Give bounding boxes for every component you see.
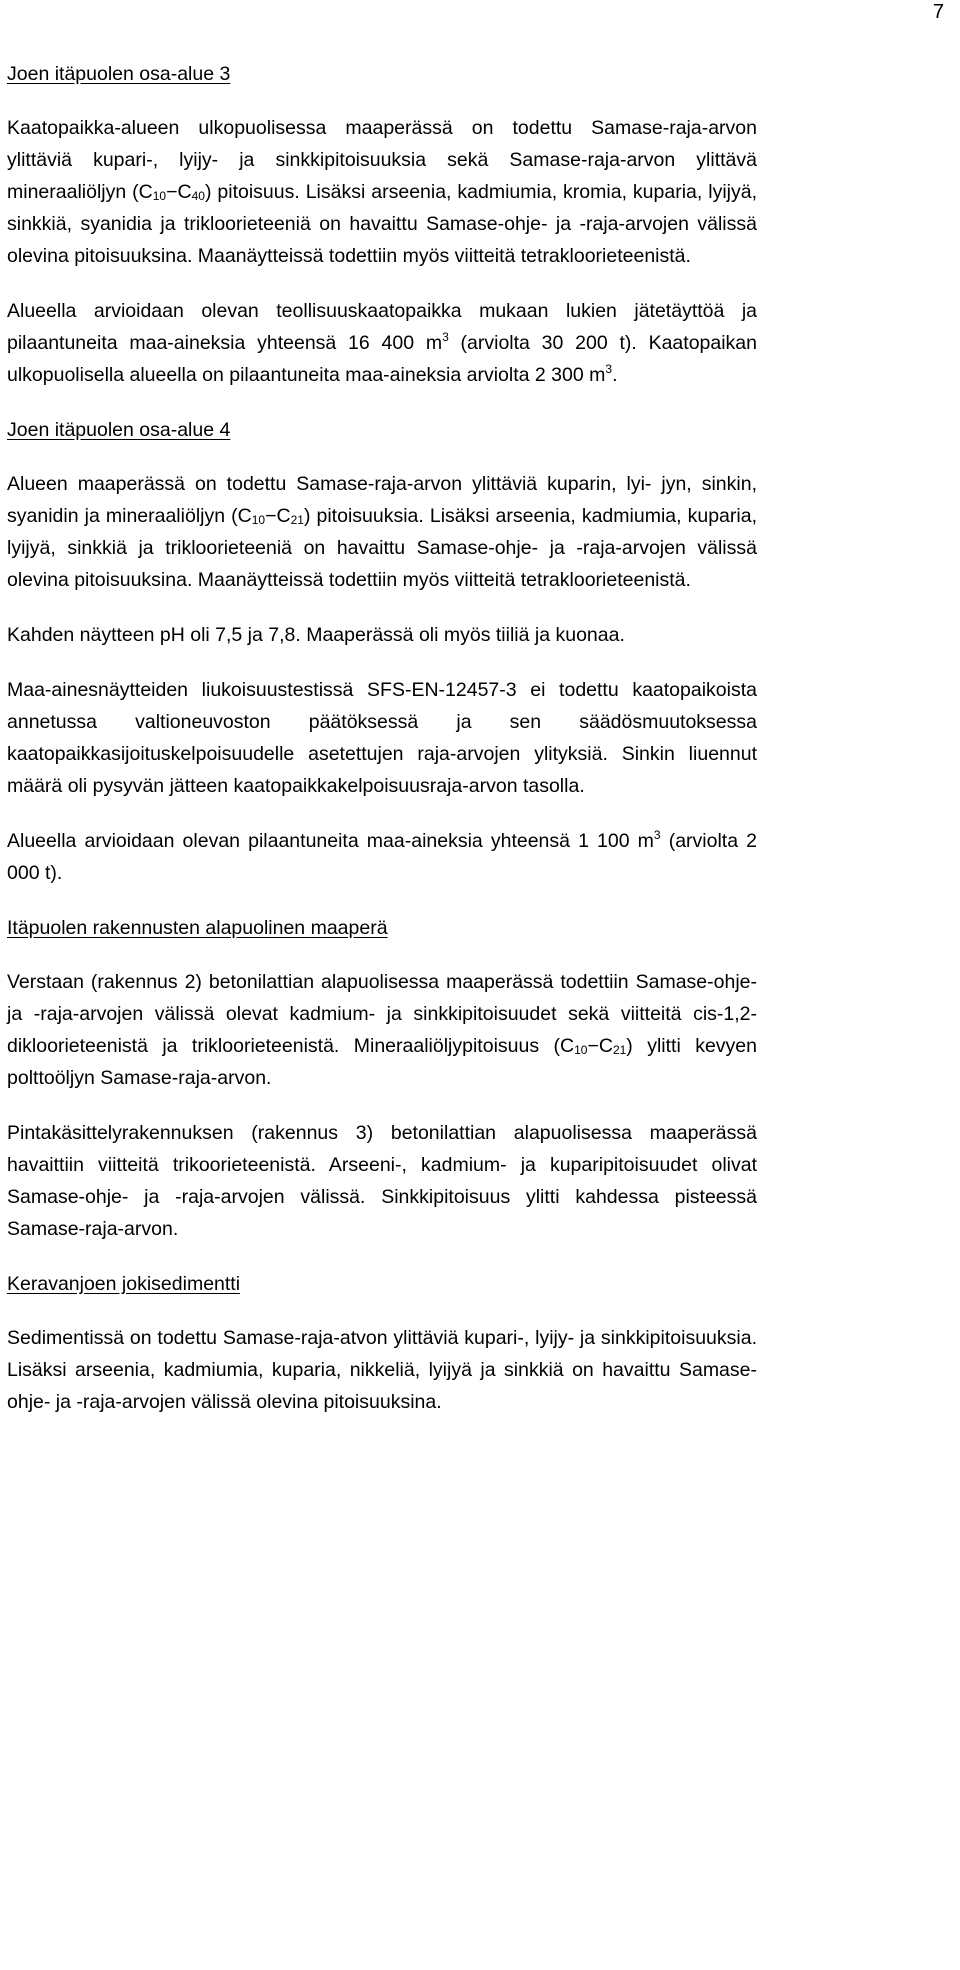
section-heading-buildings-soil: Itäpuolen rakennusten alapuolinen maaperä [7,917,388,939]
section-heading-osa-alue-3: Joen itäpuolen osa-alue 3 [7,63,231,85]
paragraph-osa-alue-4-volume: Alueella arvioidaan olevan pilaantuneita maa-aineksia yhteensä 1 100 $m^3$ (arviolta 2 000 t). [7,828,757,884]
page-number: 7 [932,1,944,23]
paragraph-building-2: Verstaan (rakennus 2) betonilattian alapuolisessa maaperässä todettiin Samase-ohje- ja -raja-arvojen välissä olevat kadmium- ja sinkkipitoisuudet sekä viitteitä cis-1,2-dikloorieteenistä ja trikloorieteenistä. Mineraaliöljypitoisuus $(C_{10}-C_{21})$ ylitti kevyen polttoöljyn Samase-raja-arvon. [7,971,757,1089]
paragraph-building-3: Pintakäsittelyrakennuksen (rakennus 3) betonilattian alapuolisessa maaperässä havaittiin viitteitä trikoorieteenistä. Arseeni-, kadmium- ja kuparipitoisuudet olivat Samase-ohje- ja -raja-arvojen välissä. Sinkkipitoisuus ylitti kahdessa pisteessä Samase-raja-arvon. [7,1122,757,1240]
document-body [7,58,757,1441]
section-heading-osa-alue-4: Joen itäpuolen osa-alue 4 [7,419,231,441]
paragraph-osa-alue-3-volume: Alueella arvioidaan olevan teollisuuskaatopaikka mukaan lukien jätetäyttöä ja pilaantuneita maa-aineksia yhteensä 16 400 $m^3$ (arviolta 30 200 t). Kaatopaikan ulkopuolisella alueella on pilaantuneita maa-aineksia arviolta 2 300 $m^3$. [7,300,757,386]
paragraph-osa-alue-3-findings: Kaatopaikka-alueen ulkopuolisessa maaperässä on todettu Samase-raja-arvon ylittäviä kupari-, lyijy- ja sinkkipitoisuuksia sekä Samase-raja-arvon ylittävä mineraaliöljyn $(C_{10}-C_{40})$ pitoisuus. Lisäksi arseenia, kadmiumia, kromia, kuparia, lyijyä, sinkkiä, syanidia ja trikloorieteeniä on havaittu Samase-ohje- ja -raja-arvojen välissä olevina pitoisuuksina. Maanäytteissä todettiin myös viitteitä tetrakloorieteenistä. [7,117,757,267]
paragraph-osa-alue-4-findings: Alueen maaperässä on todettu Samase-raja-arvon ylittäviä kuparin, lyi- jyn, sinkin, syanidin ja mineraaliöljyn $(C_{10}-C_{21})$ pitoisuuksia. Lisäksi arseenia, kadmiumia, kuparia, lyijyä, sinkkiä ja trikloorieteeniä on havaittu Samase-ohje- ja -raja-arvojen välissä olevina pitoisuuksina. Maanäytteissä todettiin myös viitteitä tetrakloorieteenistä. [7,473,757,591]
paragraph-osa-alue-4-leaching: Maa-ainesnäytteiden liukoisuustestissä SFS-EN-12457-3 ei todettu kaatopaikoista annetussa valtioneuvoston päätöksessä ja sen säädösmuutoksessa kaatopaikkasijoituskelpoisuudelle asetettujen raja-arvojen ylityksiä. Sinkin liuennut määrä oli pysyvän jätteen kaatopaikkakelpoisuusraja-arvon tasolla. [7,679,757,797]
section-heading-river-sediment: Keravanjoen jokisedimentti [7,1273,241,1295]
paragraph-osa-alue-4-ph: Kahden näytteen pH oli 7,5 ja 7,8. Maaperässä oli myös tiiliä ja kuonaa. [7,624,625,646]
paragraph-river-sediment: Sedimentissä on todettu Samase-raja-atvon ylittäviä kupari-, lyijy- ja sinkkipitoisuuksia. Lisäksi arseenia, kadmiumia, kuparia, nikkeliä, lyijyä ja sinkkiä on havaittu Samase-ohje- ja -raja-arvojen välissä olevina pitoisuuksina. [7,1327,757,1413]
